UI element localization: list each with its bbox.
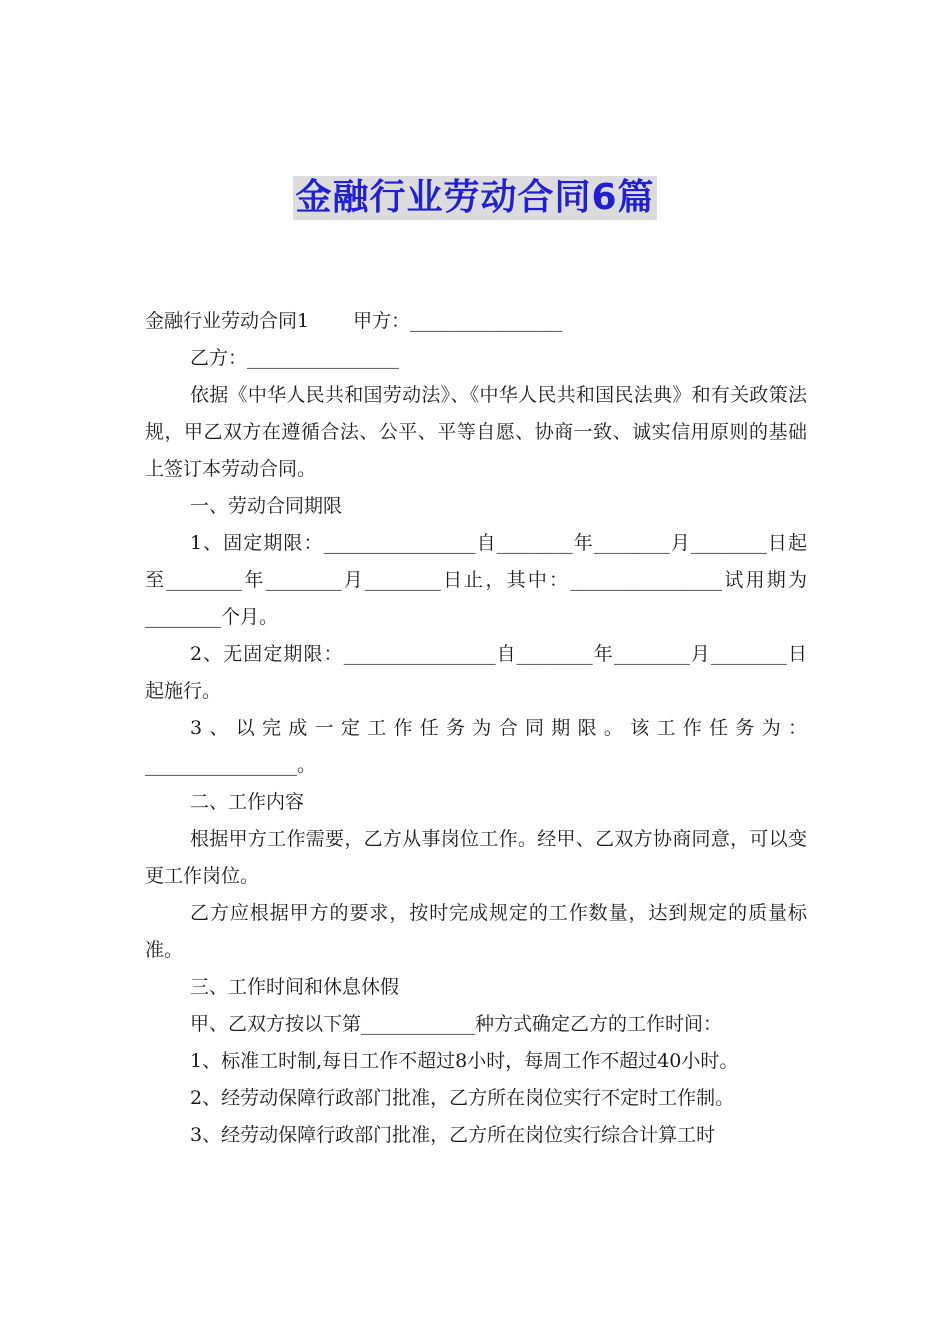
section-heading-term: 一、劳动合同期限 (190, 495, 343, 517)
party-b-line: 乙方：________________ (190, 347, 400, 369)
document-body (145, 303, 807, 1154)
work-paragraph-2: 乙方应根据甲方的要求，按时完成规定的工作数量，达到规定的质量标准。 (145, 902, 807, 961)
preamble-paragraph: 依据《中华人民共和国劳动法》、《中华人民共和国民法典》和有关政策法规，甲乙双方在遵循合法、公平、平等自愿、协商一致、诚实信用原则的基础上签订本劳动合同。 (145, 384, 807, 480)
hours-option-2: 2、经劳动保障行政部门批准，乙方所在岗位实行不定时工作制。 (190, 1087, 735, 1109)
party-a-line: 甲方：________________ (353, 310, 563, 332)
clause-task-term: 3、以完成一定工作任务为合同期限。该工作任务为：________________。 (145, 717, 807, 776)
first-line (145, 303, 807, 340)
section-heading-work: 二、工作内容 (190, 791, 305, 813)
document-title: 金融行业劳动合同6篇 (295, 177, 655, 218)
hours-option-1: 1、标准工时制,每日工作不超过8小时，每周工作不超过40小时。 (190, 1050, 739, 1072)
clause-fixed-term: 1、固定期限：________________自________年________月________日起至________年________月________日止，其中：________________试用期为________个月。 (145, 532, 807, 628)
section-heading-hours: 三、工作时间和休息休假 (190, 976, 400, 998)
work-paragraph-1: 根据甲方工作需要，乙方从事岗位工作。经甲、乙双方协商同意，可以变更工作岗位。 (145, 828, 807, 887)
contract-heading: 金融行业劳动合同1 (145, 310, 310, 332)
hours-option-3: 3、经劳动保障行政部门批准，乙方所在岗位实行综合计算工时 (190, 1124, 716, 1146)
title-container (0, 176, 950, 220)
clause-open-term: 2、无固定期限：________________自________年________月________日起施行。 (145, 643, 807, 702)
hours-intro: 甲、乙双方按以下第____________种方式确定乙方的工作时间： (190, 1013, 723, 1035)
